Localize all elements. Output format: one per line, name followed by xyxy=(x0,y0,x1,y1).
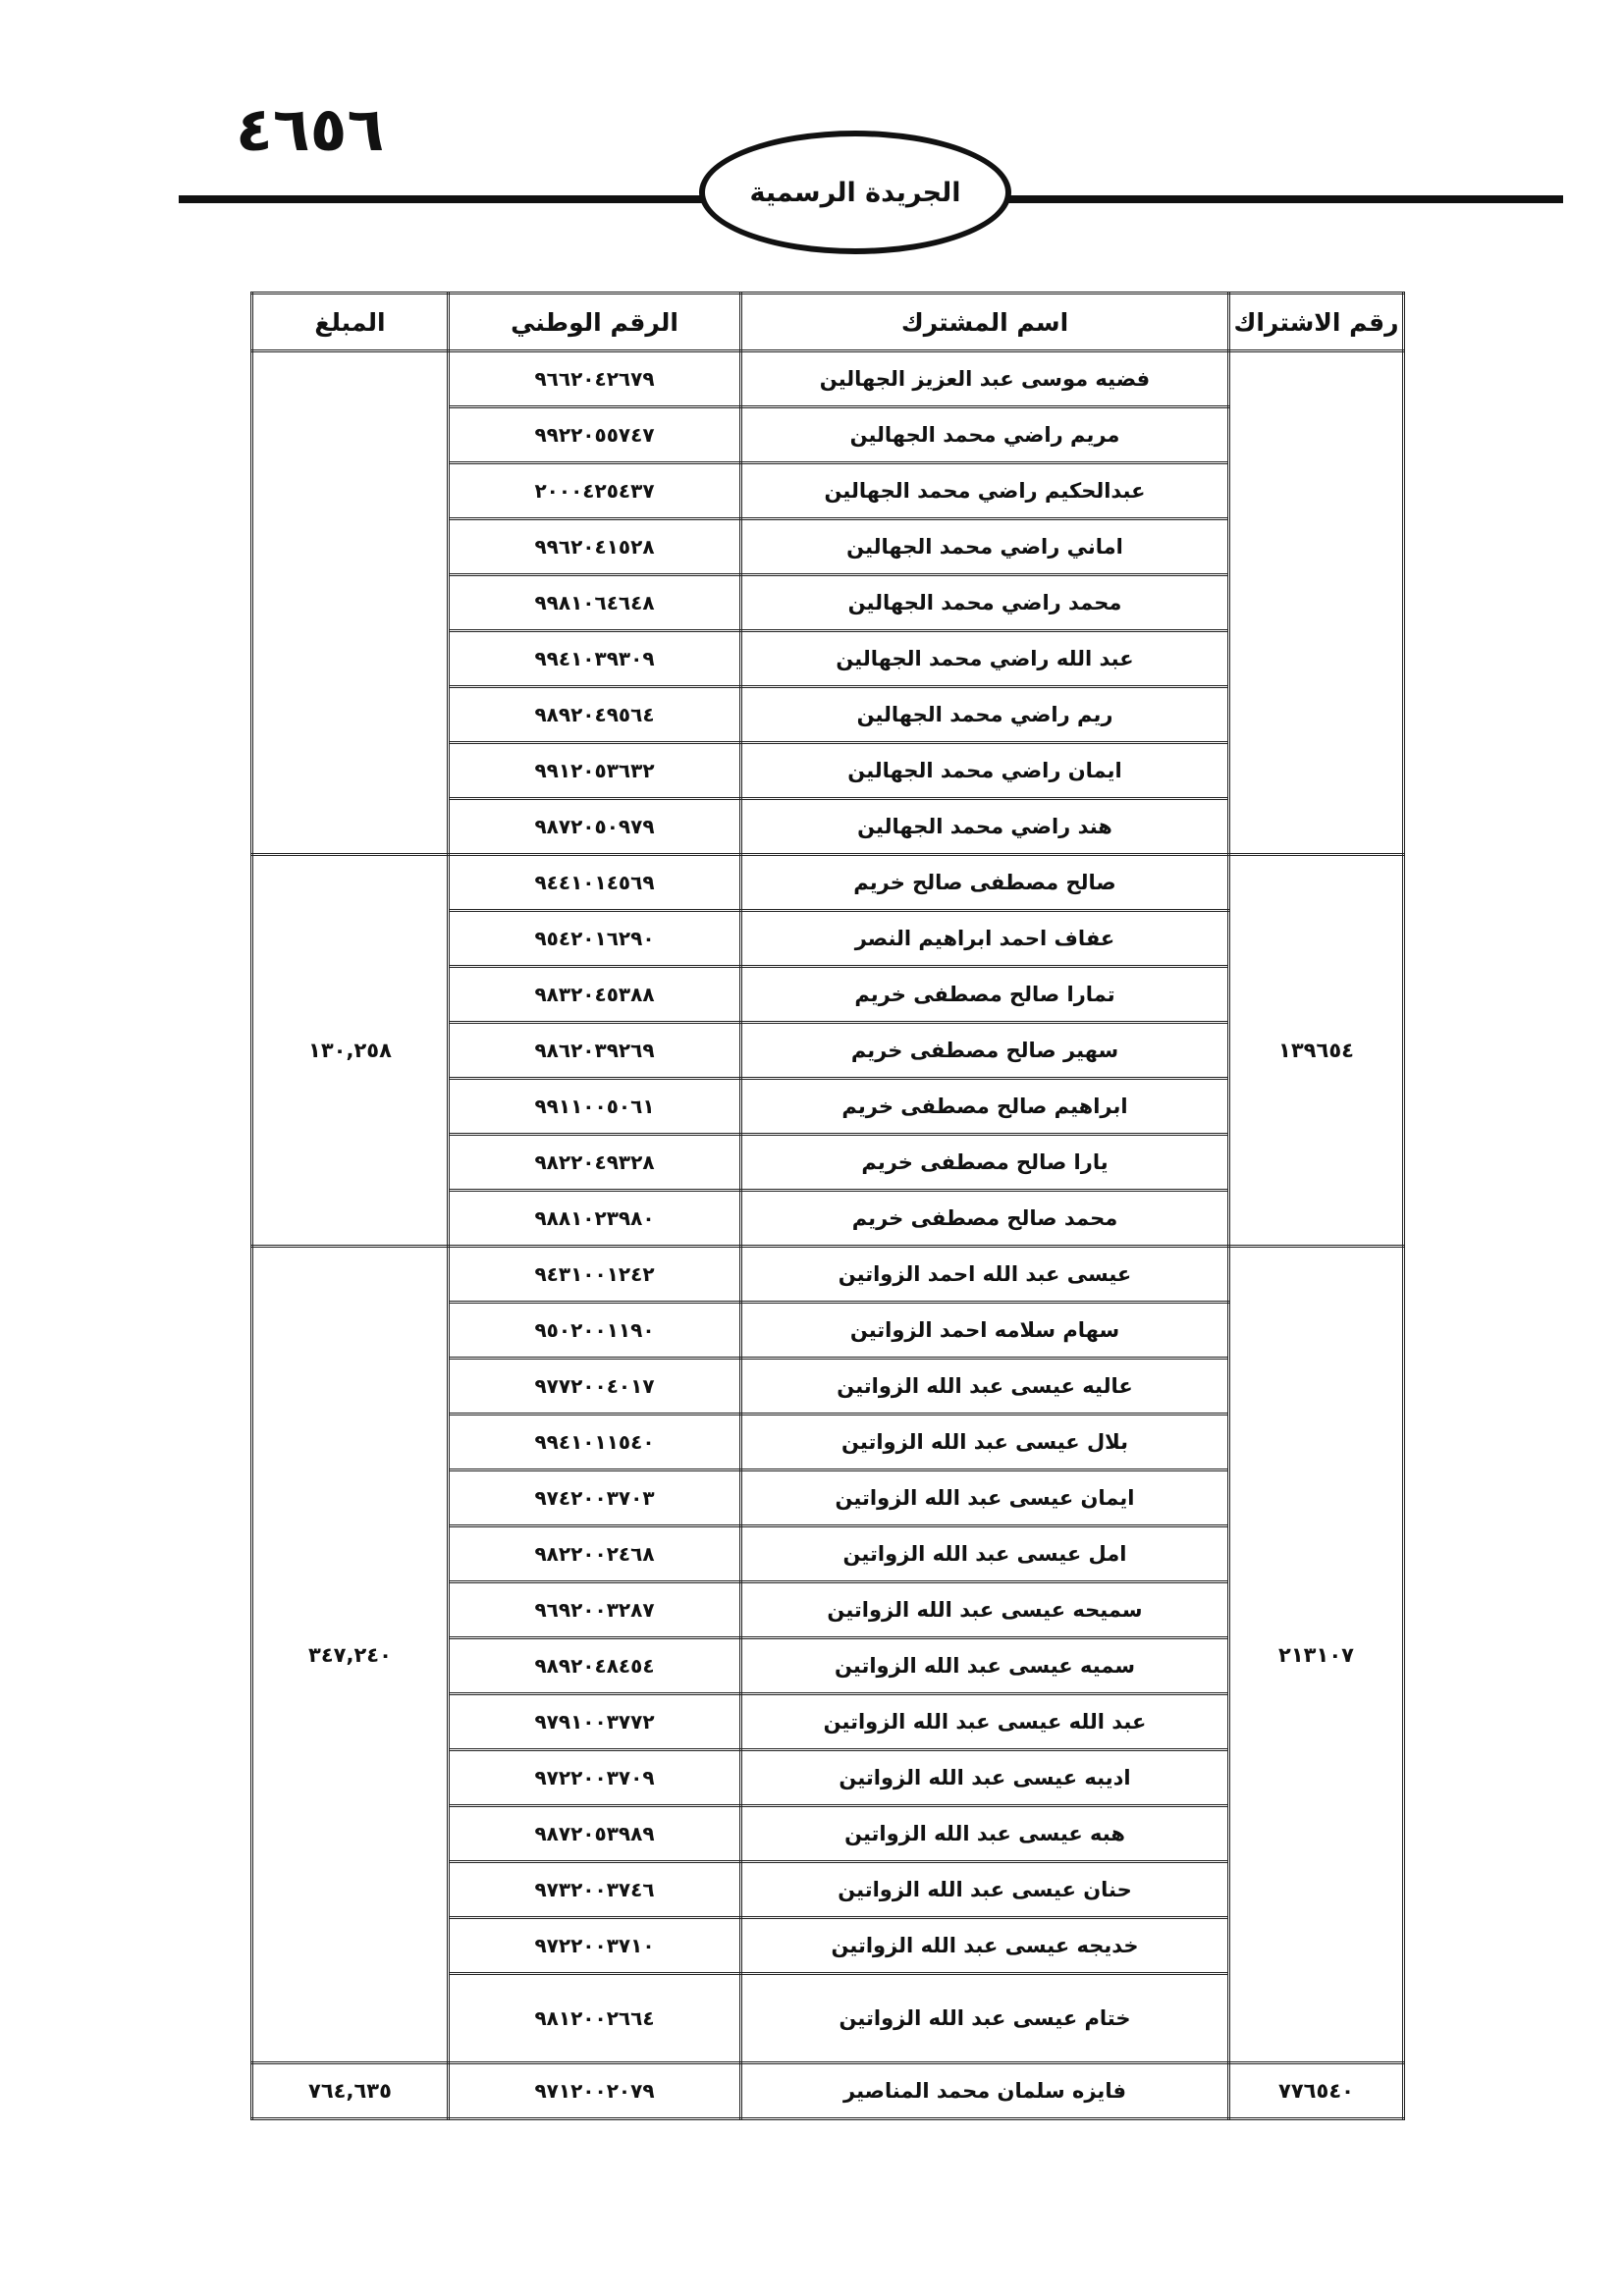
col-national-id: الرقم الوطني xyxy=(449,294,741,351)
name-cell: هبه عيسى عبد الله الزواتين xyxy=(741,1806,1229,1862)
name-cell: عيسى عبد الله احمد الزواتين xyxy=(741,1247,1229,1303)
national-id-cell: ٩٤٣١٠٠١٢٤٢ xyxy=(449,1247,741,1303)
name-cell: ختام عيسى عبد الله الزواتين xyxy=(741,1974,1229,2063)
table-row xyxy=(252,351,1404,407)
national-id-cell: ٩٨٧٢٠٥٣٩٨٩ xyxy=(449,1806,741,1862)
name-cell: ايمان راضي محمد الجهالين xyxy=(741,743,1229,799)
national-id-cell: ٩٧٣٢٠٠٣٧٤٦ xyxy=(449,1862,741,1918)
name-cell: عفاف احمد ابراهيم النصر xyxy=(741,911,1229,967)
subscription-cell: ١٣٩٦٥٤ xyxy=(1229,855,1404,1247)
national-id-cell: ٩٤٤١٠١٤٥٦٩ xyxy=(449,855,741,911)
national-id-cell: ٩٧٧٢٠٠٤٠١٧ xyxy=(449,1359,741,1415)
national-id-cell: ٩٨٩٢٠٤٨٤٥٤ xyxy=(449,1638,741,1694)
name-cell: سهير صالح مصطفى خريم xyxy=(741,1023,1229,1079)
national-id-cell: ٩٩٤١٠١١٥٤٠ xyxy=(449,1415,741,1470)
name-cell: مريم راضي محمد الجهالين xyxy=(741,407,1229,463)
national-id-cell: ٩٧٤٢٠٠٣٧٠٣ xyxy=(449,1470,741,1526)
table-header-row xyxy=(252,294,1404,351)
name-cell: عبد الله راضي محمد الجهالين xyxy=(741,631,1229,687)
amount-cell: ١٣٠,٢٥٨ xyxy=(252,855,449,1247)
national-id-cell: ٩٩٢٢٠٥٥٧٤٧ xyxy=(449,407,741,463)
national-id-cell: ٩٩١٢٠٥٣٦٣٢ xyxy=(449,743,741,799)
subscribers-table xyxy=(250,292,1405,2120)
national-id-cell: ٩٩٨١٠٦٤٦٤٨ xyxy=(449,575,741,631)
name-cell: سميحه عيسى عبد الله الزواتين xyxy=(741,1582,1229,1638)
national-id-cell: ٩٥٠٢٠٠١١٩٠ xyxy=(449,1303,741,1359)
name-cell: هند راضي محمد الجهالين xyxy=(741,799,1229,855)
name-cell: ابراهيم صالح مصطفى خريم xyxy=(741,1079,1229,1135)
national-id-cell: ٩٦٦٢٠٤٢٦٧٩ xyxy=(449,351,741,407)
name-cell: صالح مصطفى صالح خريم xyxy=(741,855,1229,911)
name-cell: اديبه عيسى عبد الله الزواتين xyxy=(741,1750,1229,1806)
subscription-cell: ٢١٣١٠٧ xyxy=(1229,1247,1404,2063)
national-id-cell: ٩٨٣٢٠٤٥٣٨٨ xyxy=(449,967,741,1023)
table-row xyxy=(252,2063,1404,2119)
name-cell: فايزه سلمان محمد المناصير xyxy=(741,2063,1229,2119)
amount-cell: ٣٤٧,٢٤٠ xyxy=(252,1247,449,2063)
name-cell: ايمان عيسى عبد الله الزواتين xyxy=(741,1470,1229,1526)
col-subscription: رقم الاشتراك xyxy=(1229,294,1404,351)
name-cell: امل عيسى عبد الله الزواتين xyxy=(741,1526,1229,1582)
gazette-title-oval xyxy=(699,131,1011,254)
name-cell: تمارا صالح مصطفى خريم xyxy=(741,967,1229,1023)
page-number: ٤٦٥٦ xyxy=(236,93,385,165)
national-id-cell: ٩٨٧٢٠٥٠٩٧٩ xyxy=(449,799,741,855)
national-id-cell: ٩٧٢٢٠٠٣٧١٠ xyxy=(449,1918,741,1974)
national-id-cell: ٩٨٢٢٠٠٢٤٦٨ xyxy=(449,1526,741,1582)
table-row xyxy=(252,855,1404,911)
name-cell: محمد راضي محمد الجهالين xyxy=(741,575,1229,631)
col-name: اسم المشترك xyxy=(741,294,1229,351)
gazette-title: الجريدة الرسمية xyxy=(749,177,961,208)
col-amount: المبلغ xyxy=(252,294,449,351)
name-cell: حنان عيسى عبد الله الزواتين xyxy=(741,1862,1229,1918)
amount-cell xyxy=(252,351,449,855)
national-id-cell: ٩٧٩١٠٠٣٧٧٢ xyxy=(449,1694,741,1750)
table-row xyxy=(252,1247,1404,1303)
name-cell: فضيه موسى عبد العزيز الجهالين xyxy=(741,351,1229,407)
national-id-cell: ٩٧١٢٠٠٢٠٧٩ xyxy=(449,2063,741,2119)
subscription-cell xyxy=(1229,351,1404,855)
national-id-cell: ٩٩٦٢٠٤١٥٢٨ xyxy=(449,519,741,575)
name-cell: عاليه عيسى عبد الله الزواتين xyxy=(741,1359,1229,1415)
name-cell: سهام سلامه احمد الزواتين xyxy=(741,1303,1229,1359)
name-cell: بلال عيسى عبد الله الزواتين xyxy=(741,1415,1229,1470)
national-id-cell: ٩٨٨١٠٢٣٩٨٠ xyxy=(449,1191,741,1247)
name-cell: محمد صالح مصطفى خريم xyxy=(741,1191,1229,1247)
name-cell: خديجه عيسى عبد الله الزواتين xyxy=(741,1918,1229,1974)
name-cell: يارا صالح مصطفى خريم xyxy=(741,1135,1229,1191)
national-id-cell: ٩٥٤٢٠١٦٢٩٠ xyxy=(449,911,741,967)
national-id-cell: ٢٠٠٠٤٢٥٤٣٧ xyxy=(449,463,741,519)
name-cell: عبد الله عيسى عبد الله الزواتين xyxy=(741,1694,1229,1750)
national-id-cell: ٩٩٤١٠٣٩٣٠٩ xyxy=(449,631,741,687)
subscription-cell: ٧٧٦٥٤٠ xyxy=(1229,2063,1404,2119)
national-id-cell: ٩٦٩٢٠٠٣٢٨٧ xyxy=(449,1582,741,1638)
national-id-cell: ٩٩١١٠٠٥٠٦١ xyxy=(449,1079,741,1135)
national-id-cell: ٩٨٩٢٠٤٩٥٦٤ xyxy=(449,687,741,743)
national-id-cell: ٩٨٢٢٠٤٩٣٢٨ xyxy=(449,1135,741,1191)
national-id-cell: ٩٨٦٢٠٣٩٢٦٩ xyxy=(449,1023,741,1079)
name-cell: ريم راضي محمد الجهالين xyxy=(741,687,1229,743)
name-cell: عبدالحكيم راضي محمد الجهالين xyxy=(741,463,1229,519)
name-cell: اماني راضي محمد الجهالين xyxy=(741,519,1229,575)
amount-cell: ٧٦٤,٦٣٥ xyxy=(252,2063,449,2119)
national-id-cell: ٩٨١٢٠٠٢٦٦٤ xyxy=(449,1974,741,2063)
national-id-cell: ٩٧٢٢٠٠٣٧٠٩ xyxy=(449,1750,741,1806)
name-cell: سميه عيسى عبد الله الزواتين xyxy=(741,1638,1229,1694)
